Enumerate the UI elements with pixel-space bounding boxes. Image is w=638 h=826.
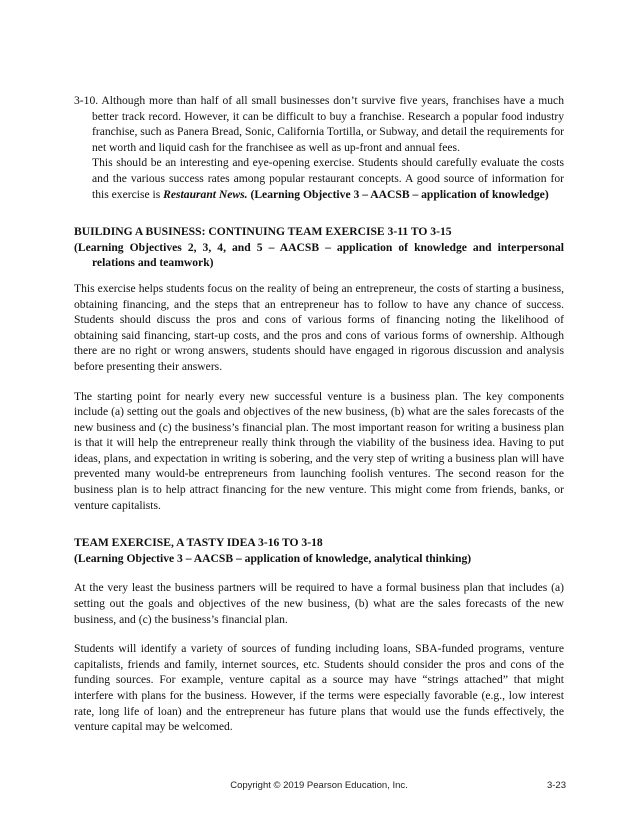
team-exercise-paragraph-1: At the very least the business partners will be required to have a formal business plan that includes (a) setting out the goals and objectives of the new business, (b) what are the sales forecasts of the new business, and (c) the business’s financial plan. (74, 581, 564, 626)
copyright-notice: Copyright © 2019 Pearson Education, Inc. (230, 780, 408, 791)
page-footer (0, 778, 638, 792)
team-exercise-paragraph-2: Students will identify a variety of sources of funding including loans, SBA-funded programs, venture capitalists, friends and family, internet sources, etc. Students should consider the pros and cons of the funding sources. For example, venture capital as a source may have “strings attached” that might interfere with plans for the business. However, if the terms were especially favorable (e.g., low interest rate, long life of loan) and the entrepreneur has future plans that would use the funds effectively, the venture capital may be welcomed. (74, 642, 564, 734)
building-a-business-paragraph-1: This exercise helps students focus on the reality of being an entrepreneur, the costs of starting a business, obtaining financing, and the steps that an entrepreneur has to follow to have any chance of success. Students should discuss the pros and cons of various forms of financing noting the likelihood of obtaining said financing, start-up costs, and the pros and cons of various forms of ownership. Although there are no right or wrong answers, students should have engaged in rigorous discussion and analysis before presenting their answers. (74, 281, 564, 373)
page-content (74, 93, 564, 735)
answer-text: This should be an interesting and eye-opening exercise. Students should carefully evaluate the costs and the various success rates among popular restaurant concepts. A good source of information for this exercise is (92, 156, 564, 201)
section-heading-team-exercise: TEAM EXERCISE, A TASTY IDEA 3-16 TO 3-18 (74, 536, 323, 550)
question-3-10: 3-10. Although more than half of all small businesses don’t survive five years, franchises have a much better track record. However, it can be difficult to buy a franchise. Research a popular food industry franchise, such as Panera Bread, Sonic, California Tortilla, or Subway, and detail the requirements for net worth and liquid cash for the franchisee as well as up-front and annual fees. (74, 94, 564, 154)
page-number: 3-23 (546, 780, 566, 791)
building-a-business-paragraph-2: The starting point for nearly every new successful venture is a business plan. The key components include (a) setting out the goals and objectives of the new business, (b) what are the sales forecasts of the new business and (c) the business’s financial plan. The most important reason for writing a business plan is that it will help the entrepreneur really think through the viability of the business idea. Having to put ideas, plans, and expectation in writing is sobering, and the very step of writing a business plan will have prevented many would-be entrepreneurs from launching foolish ventures. The second reason for the business plan is to help attract financing for the new venture. This might come from friends, banks, or venture capitalists. (74, 389, 564, 512)
learning-objective: (Learning Objective 3 – AACSB – application of knowledge) (247, 187, 549, 201)
section-objectives-building-a-business: (Learning Objectives 2, 3, 4, and 5 – AACSB – application of knowledge and interpersonal relations and teamwork) (74, 240, 564, 270)
section-heading-building-a-business: BUILDING A BUSINESS: CONTINUING TEAM EXERCISE 3-11 TO 3-15 (74, 225, 452, 239)
source-name: Restaurant News. (163, 187, 248, 201)
question-3-10-answer (74, 155, 564, 202)
section-objectives-team-exercise: (Learning Objective 3 – AACSB – application of knowledge, analytical thinking) (74, 551, 472, 565)
